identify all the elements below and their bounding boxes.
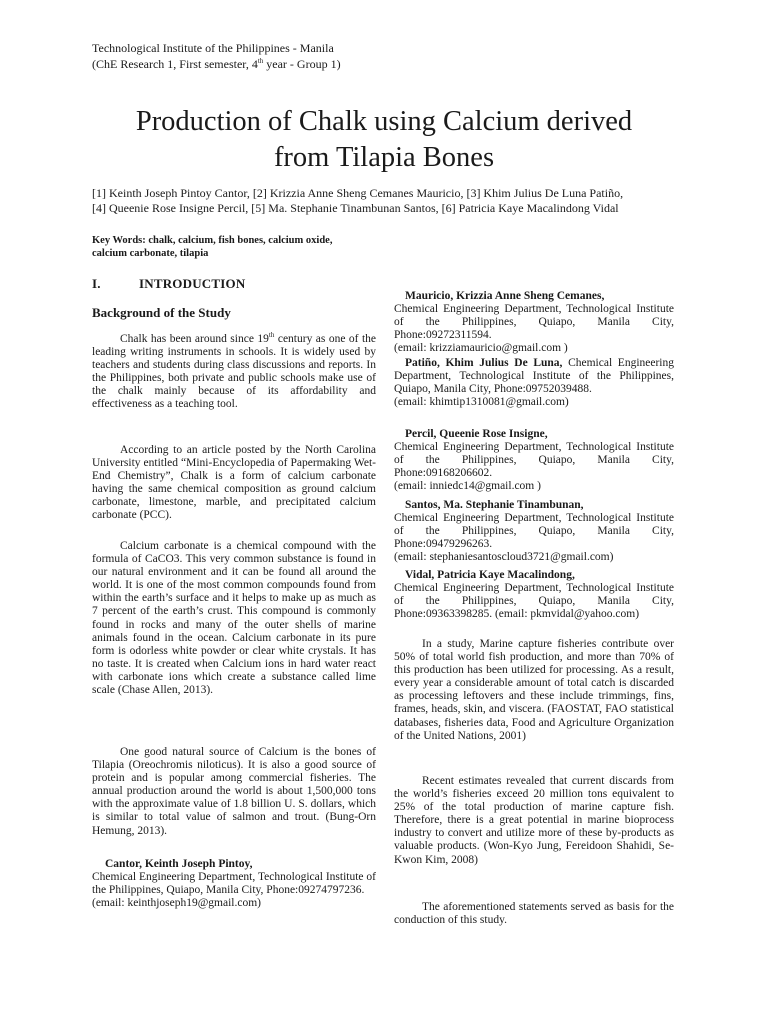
authors-line-1: [1] Keinth Joseph Pintoy Cantor, [2] Krizzia Anne Sheng Cemanes Mauricio, [3] Khim Julius De Luna Patiño, [92,186,624,200]
header-course-line: (ChE Research 1, First semester, 4th year - Group 1) [92,57,341,71]
affiliation-email: (email: stephaniesantoscloud3721@gmail.com) [394,551,614,564]
left-paragraph-3: Calcium carbonate is a chemical compound with the formula of CaCO3. This very common substance is found in our natural environment and it can be found all around the world. It is one of the most common compounds found from within the earth’s surface and it helps to make up as much as 7 percent of the earth’s crust. This compound is commonly found in rocks and many of the outer shells of marine animals found in the ocean. Calcium carbonate in its pure form is odorless white powder or clear white crystals. It has no taste. It is created when Calcium ions in hard water react with carbonate ions which create a substance called lime scale (Chase Allen, 2013). [92,540,376,697]
keywords: Key Words: chalk, calcium, fish bones, calcium oxide, calcium carbonate, tilapia [92,235,333,259]
section-number: I. [92,276,101,291]
affiliation-email: (email: inniedc14@gmail.com ) [394,480,541,493]
affiliation-cantor [92,858,376,910]
paper-title [60,104,708,176]
affiliation-vidal [394,569,674,621]
affiliation-mauricio [394,290,674,355]
title-line-1: Production of Chalk using Calcium derived [135,106,633,137]
affiliation-name: Percil, Queenie Rose Insigne, [405,428,548,440]
affiliation-name: Patiño, Khim Julius De Luna, [405,357,563,369]
affiliation-name: Vidal, Patricia Kaye Macalindong, [405,569,575,581]
affiliation-name: Santos, Ma. Stephanie Tinambunan, [405,499,584,511]
affiliation-name: Mauricio, Krizzia Anne Sheng Cemanes, [405,290,605,302]
affiliation-department: Chemical Engineering Department, Technological Institute of the Philippines, Quiapo, Manila City, Phone:09479296263. [394,512,674,551]
left-paragraph-4: One good natural source of Calcium is the bones of Tilapia (Oreochromis niloticus). It is also a good source of protein and is popular among commercial fisheries. The annual production around the world is about 1,500,000 tons with the approximate value of 1.8 billion U. S. dollars, which is similar to total value of salmon and trout. (Bung-Orn Hemung, 2013). [92,746,376,837]
affiliation-name: Cantor, Keinth Joseph Pintoy, [105,858,253,870]
affiliation-email: (email: krizziamauricio@gmail.com ) [394,342,568,355]
right-paragraph-2: Recent estimates revealed that current discards from the world’s fisheries exceed 20 million tons equivalent to 25% of the total production of marine capture fish. Therefore, there is a great potential in marine bioprocess industry to convert and utilize more of these by-products as valuable products. (Won-Kyo Jung, Fereidoon Shahidi, Se-Kwon Kim, 2008) [394,775,674,866]
title-line-2: from Tilapia Bones [273,142,495,173]
header-institution-line: Technological Institute of the Philippines - Manila [92,41,334,55]
institution-header [92,42,341,71]
affiliation-department: Chemical Engineering Department, Technological Institute of the Philippines, Quiapo, Manila City, Phone:09168206602. [394,441,674,480]
left-paragraph-1: Chalk has been around since 19th century as one of the leading writing instruments in schools. It is widely used by teachers and students during class discussions and reports. In the Philippines, both private and public schools make use of the chalk mainly because of its affordability and effectiveness as a teaching tool. [92,331,377,411]
affiliation-email: (email: khimtip1310081@gmail.com) [394,396,569,409]
author-list [92,186,712,216]
affiliation-patino [394,357,674,409]
right-paragraph-1: In a study, Marine capture fisheries contribute over 50% of total world fish production, and more than 70% of this production has been utilized for processing. As a result, every year a considerable amount of total catch is discarded as processing leftovers and these include trimmings, fins, frames, heads, skin, and viscera. (FAOSTAT, FAO statistical databases, fisheries data, Food and Agriculture Organization of the United Nations, 2001) [394,638,674,742]
affiliation-santos [394,499,674,564]
affiliation-percil [394,428,674,493]
section-title: INTRODUCTION [139,276,246,291]
authors-line-2: [4] Queenie Rose Insigne Percil, [5] Ma. Stephanie Tinambunan Santos, [6] Patricia Kaye Macalindong Vidal [92,201,619,215]
section-heading-introduction [92,276,245,292]
affiliation-department: Chemical Engineering Department, Technological Institute of the Philippines, Quiapo, Manila City, Phone:09363398285. (email: pkmvidal@yahoo.com) [394,582,674,621]
affiliation-department: Chemical Engineering Department, Technological Institute of the Philippines, Quiapo, Manila City, Phone:09752039488. [394,357,675,396]
left-paragraph-2: According to an article posted by the North Carolina University entitled “Mini-Encyclopedia of Papermaking Wet-End Chemistry”, Chalk is a form of calcium carbonate having the same chemical composition as ground calcium carbonate, limestone, marble, and precipitated calcium carbonate (PCC). [92,444,376,522]
affiliation-department: Chemical Engineering Department, Technological Institute of the Philippines, Quiapo, Manila City, Phone:09274797236. [92,871,376,897]
right-paragraph-3: The aforementioned statements served as basis for the conduction of this study. [394,901,674,927]
affiliation-department: Chemical Engineering Department, Technological Institute of the Philippines, Quiapo, Manila City, Phone:09272311594. [394,303,674,342]
affiliation-email: (email: keinthjoseph19@gmail.com) [92,897,261,910]
subsection-heading: Background of the Study [92,305,231,320]
